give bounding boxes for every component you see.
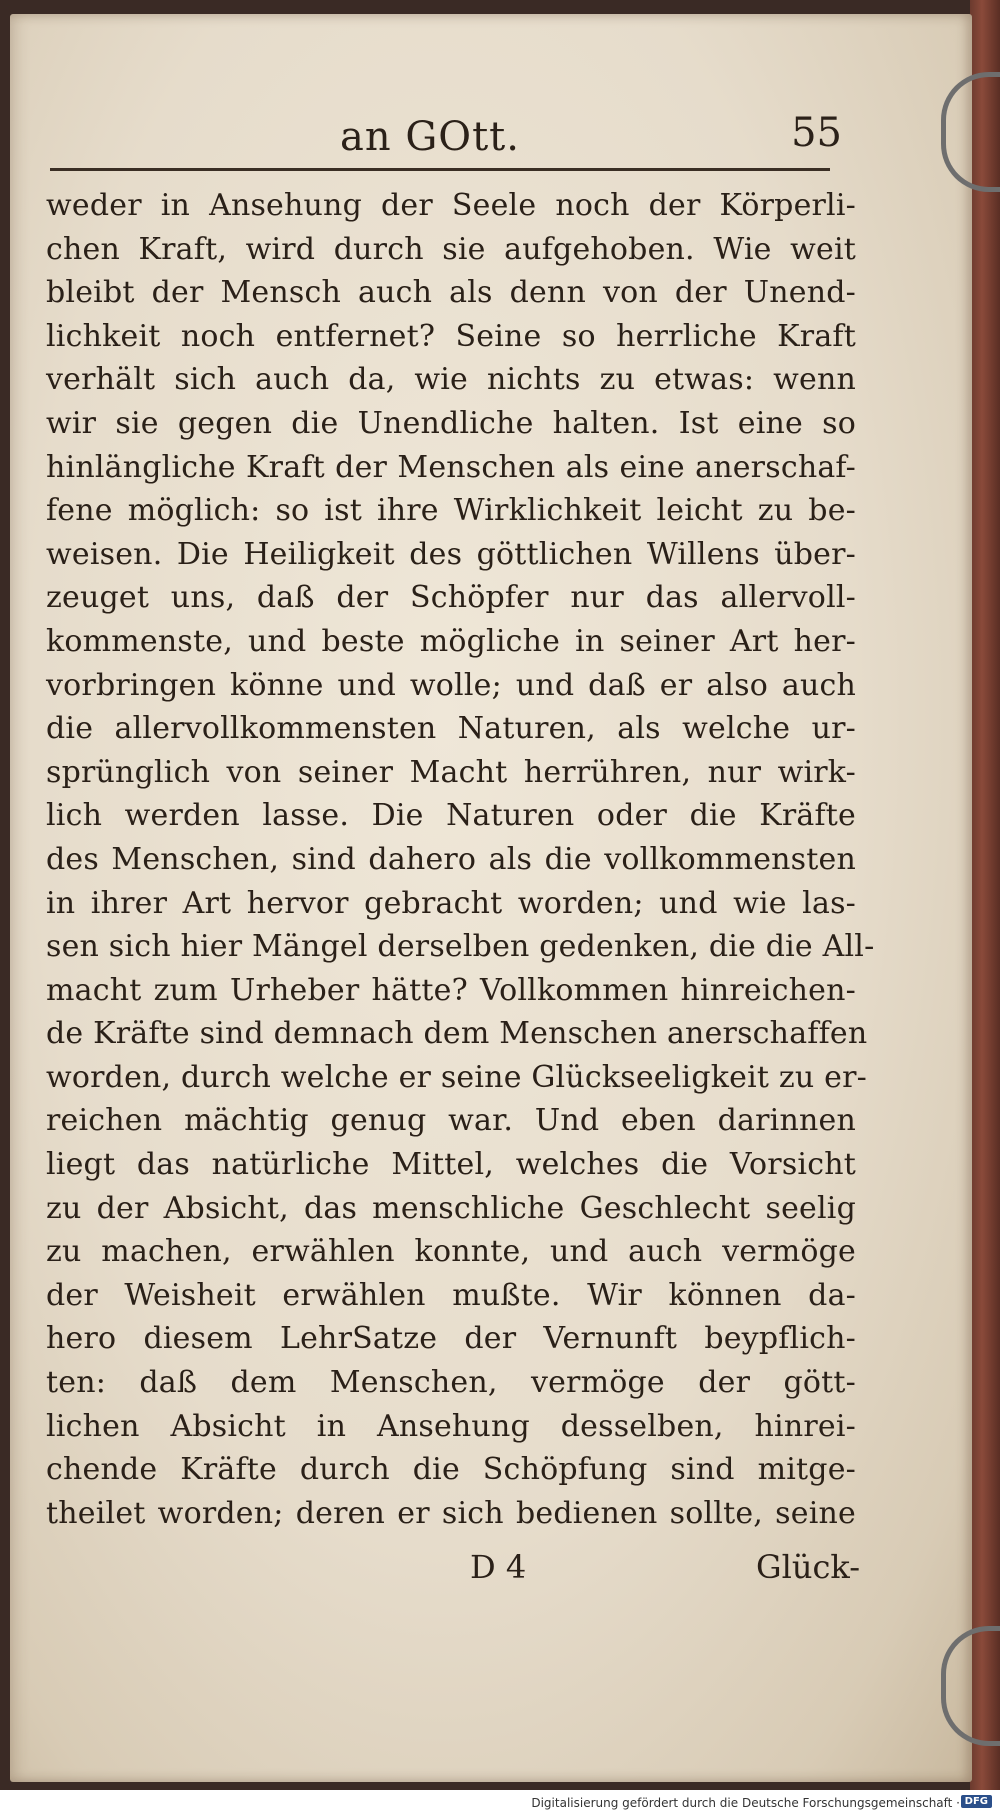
text-line: verhält sich auch da, wie nichts zu etwas: wenn [46, 362, 856, 398]
text-line: zu machen, erwählen konnte, und auch vermöge [46, 1234, 856, 1270]
text-line: de Kräfte sind demnach dem Menschen anerschaffen [46, 1016, 868, 1052]
text-line: die allervollkommensten Naturen, als welche ur- [46, 711, 856, 747]
text-line: hinlängliche Kraft der Menschen als eine anerschaf- [46, 449, 856, 485]
page-number: 55 [791, 110, 842, 156]
credit-bar [0, 1790, 1000, 1818]
text-line: vorbringen könne und wolle; und daß er also auch [46, 667, 856, 703]
text-line: fene möglich: so ist ihre Wirklichkeit leicht zu be- [46, 493, 856, 529]
text-line: wir sie gegen die Unendliche halten. Ist eine so [46, 405, 856, 441]
text-line: worden, durch welche er seine Glückseeligkeit zu er- [46, 1059, 867, 1095]
text-line: reichen mächtig genug war. Und eben darinnen [46, 1103, 856, 1139]
book-page [10, 14, 972, 1782]
text-line: macht zum Urheber hätte? Vollkommen hinreichen- [46, 972, 856, 1008]
text-line: zu der Absicht, das menschliche Geschlecht seelig [46, 1190, 856, 1226]
text-line: chende Kräfte durch die Schöpfung sind mitge- [46, 1452, 856, 1488]
text-line: liegt das natürliche Mittel, welches die Vorsicht [46, 1147, 856, 1183]
text-line: sen sich hier Mängel derselben gedenken, die die All- [46, 929, 875, 965]
body-text [46, 184, 875, 1535]
page-footer [46, 1548, 860, 1598]
text-line: sprünglich von seiner Macht herrühren, nur wirk- [46, 754, 856, 790]
digitization-credit: Digitalisierung gefördert durch die Deutsche Forschungsgemeinschaft · [531, 1796, 960, 1810]
signature-mark: D 4 [470, 1548, 527, 1586]
text-line: theilet worden; deren er sich bedienen sollte, seine [46, 1495, 856, 1531]
text-line: lich werden lasse. Die Naturen oder die Kräfte [46, 798, 856, 834]
running-title: an GOtt. [340, 114, 520, 160]
text-line: kommenste, und beste mögliche in seiner Art her- [46, 623, 856, 659]
page-header [50, 110, 842, 166]
dfg-logo: DFG [961, 1795, 992, 1808]
text-line: weder in Ansehung der Seele noch der Körperli- [46, 188, 856, 223]
book-cover-edge [970, 0, 1000, 1790]
text-line: ten: daß dem Menschen, vermöge der gött- [46, 1365, 856, 1401]
text-line: chen Kraft, wird durch sie aufgehoben. Wie weit [46, 231, 856, 267]
text-line: des Menschen, sind dahero als die vollkommensten [46, 841, 856, 877]
text-line: bleibt der Mensch auch als denn von der Unend- [46, 275, 856, 311]
text-line: zeuget uns, daß der Schöpfer nur das allervoll- [46, 580, 856, 616]
text-line: der Weisheit erwählen mußte. Wir können da- [46, 1277, 856, 1313]
text-line: in ihrer Art hervor gebracht worden; und wie las- [46, 885, 856, 921]
text-line: lichen Absicht in Ansehung desselben, hinrei- [46, 1408, 856, 1444]
text-line: hero diesem LehrSatze der Vernunft beypflich- [46, 1321, 856, 1357]
header-rule [50, 168, 830, 171]
catchword: Glück- [756, 1548, 860, 1586]
text-line: weisen. Die Heiligkeit des göttlichen Willens über- [46, 536, 856, 572]
text-line: lichkeit noch entfernet? Seine so herrliche Kraft [46, 318, 856, 354]
